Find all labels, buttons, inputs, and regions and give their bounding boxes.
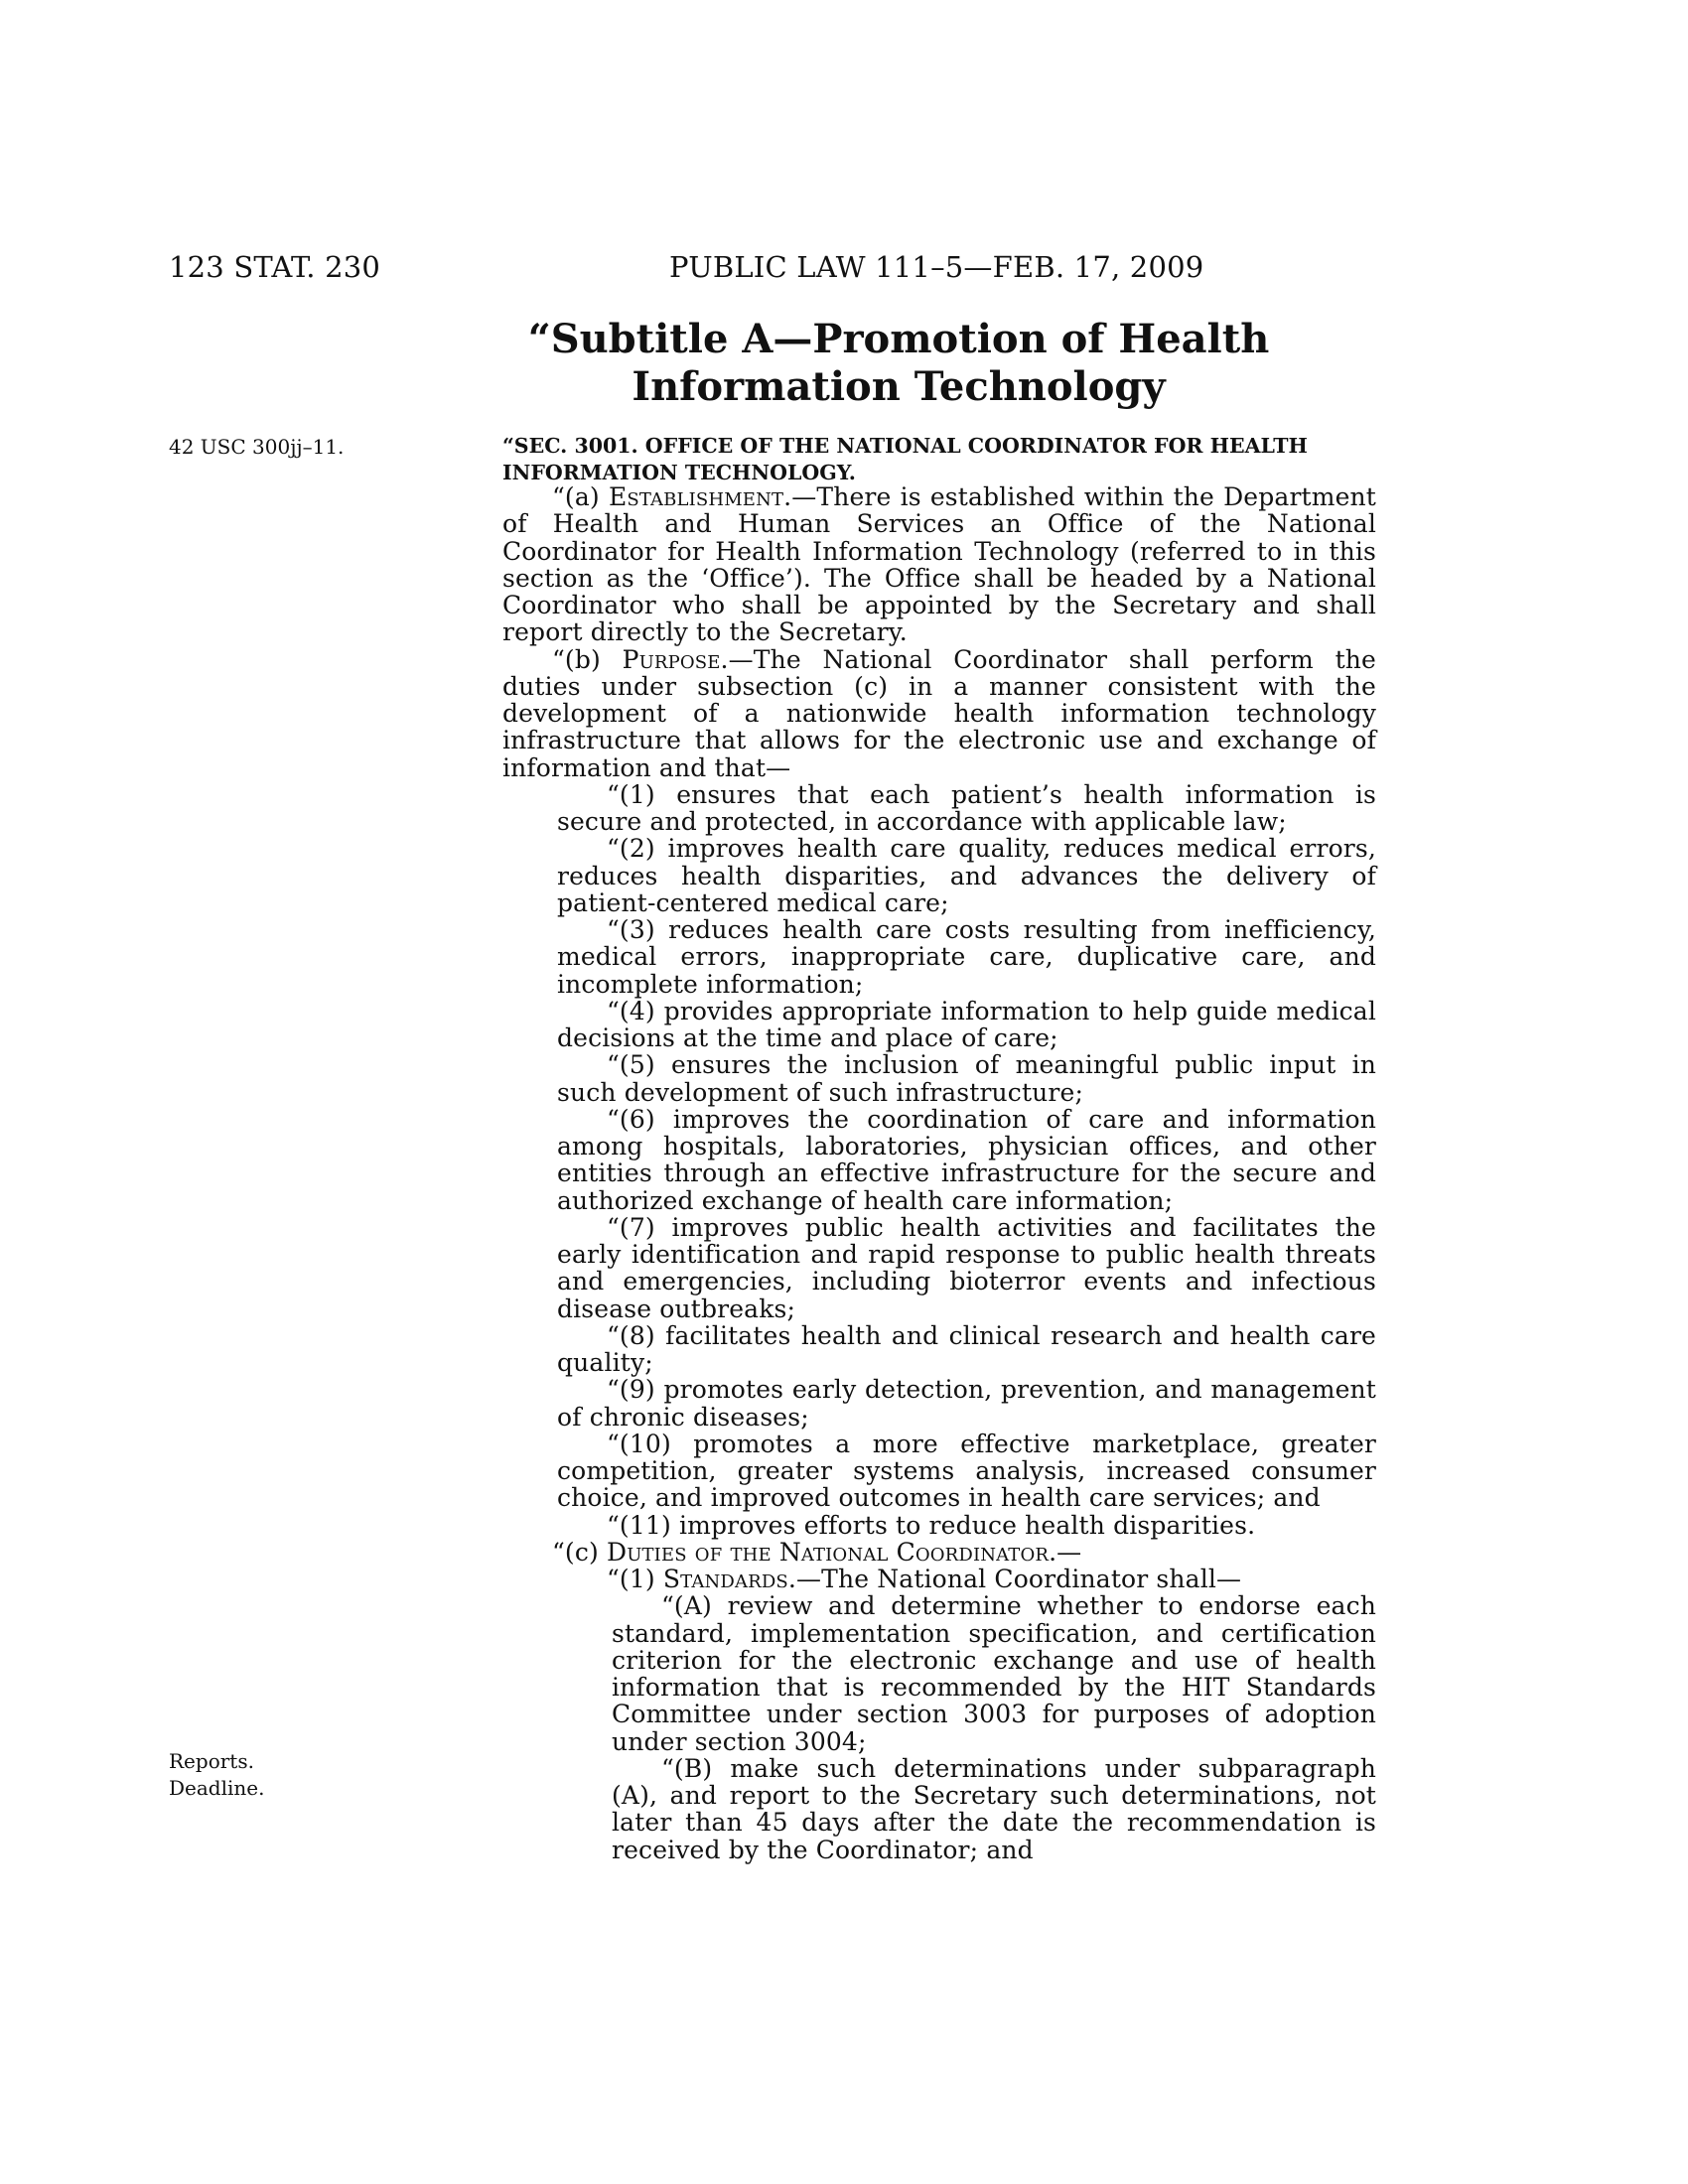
- paragraph-c1-label: Standards: [662, 1565, 788, 1593]
- paragraph-b: “(b) Purpose.—The National Coordinator shall perform the duties under subsection (c) in a manner consistent with the development of a nationwide health information technology infrastructure that allows for the electronic use and exchange of information and that—: [502, 644, 1376, 782]
- subtitle-heading: [516, 316, 1281, 411]
- list-item: “(3) reduces health care costs resulting from inefficiency, medical errors, inappropriate care, duplicative care, and incomplete information;: [557, 915, 1376, 999]
- list-item: “(11) improves efforts to reduce health disparities.: [607, 1510, 1256, 1540]
- list-item: “(2) improves health care quality, reduces medical errors, reduces health disparities, and advances the delivery of patient-centered medical care;: [557, 834, 1376, 917]
- list-item: “(8) facilitates health and clinical research and health care quality;: [557, 1320, 1376, 1377]
- subparagraph-b: “(B) make such determinations under subparagraph (A), and report to the Secretary such determinations, not later than 45 days after the date the recommendation is received by the Coordinator; and: [612, 1753, 1376, 1864]
- list-item: “(1) ensures that each patient’s health information is secure and protected, in accordance with applicable law;: [557, 779, 1376, 836]
- section-heading: “SEC. 3001. OFFICE OF THE NATIONAL COORDINATOR FOR HEALTH INFORMATION TECHNOLOGY.: [502, 434, 1308, 484]
- paragraph-b-label: Purpose: [622, 644, 721, 674]
- section-body: [502, 483, 1376, 1863]
- list-item: “(9) promotes early detection, prevention, and management of chronic diseases;: [557, 1375, 1376, 1432]
- paragraph-c: “(c) Duties of the National Coordinator.—: [552, 1537, 1082, 1567]
- list-item: “(10) promotes a more effective marketplace, greater competition, greater systems analysis, increased consumer choice, and improved outcomes in health care services; and: [557, 1429, 1376, 1513]
- list-item: “(4) provides appropriate information to help guide medical decisions at the time and place of care;: [557, 996, 1376, 1052]
- deadline-note: Deadline.: [169, 1776, 265, 1800]
- paragraph-a: “(a) Establishment.—There is established within the Department of Health and Human Services an Office of the National Coordinator for Health Information Technology (referred to in this section as the ‘Office’). The Office shall be headed by a National Coordinator who shall be appointed by the Secretary and shall report directly to the Secretary.: [502, 482, 1377, 647]
- reports-note: Reports.: [169, 1749, 254, 1773]
- public-law-header: PUBLIC LAW 111–5—FEB. 17, 2009: [669, 250, 1204, 284]
- paragraph-a-label: Establishment: [608, 482, 784, 511]
- list-item: “(6) improves the coordination of care and information among hospitals, laboratories, physician offices, and other entities through an effective infrastructure for the secure and authorized exchange of health care information;: [557, 1104, 1376, 1215]
- subparagraph-a: “(A) review and determine whether to endorse each standard, implementation specification, and certification criterion for the electronic exchange and use of health information that is recommended by the HIT Standards Committee under section 3003 for purposes of adoption under section 3004;: [612, 1591, 1376, 1756]
- subtitle-line-1: “Subtitle A—Promotion of Health: [527, 316, 1270, 362]
- list-item: “(5) ensures the inclusion of meaningful public input in such development of such infrastructure;: [557, 1050, 1376, 1107]
- paragraph-c1: “(1) Standards.—The National Coordinator shall—: [607, 1565, 1242, 1593]
- list-item: “(7) improves public health activities and facilitates the early identification and rapid response to public health threats and emergencies, including bioterror events and infectious disease outbreaks;: [557, 1212, 1376, 1323]
- stat-page-number: 123 STAT. 230: [169, 250, 381, 284]
- subtitle-line-2: Information Technology: [632, 363, 1166, 410]
- usc-citation-note: 42 USC 300jj–11.: [169, 435, 345, 459]
- paragraph-c-label: Duties of the National Coordinator: [607, 1537, 1050, 1567]
